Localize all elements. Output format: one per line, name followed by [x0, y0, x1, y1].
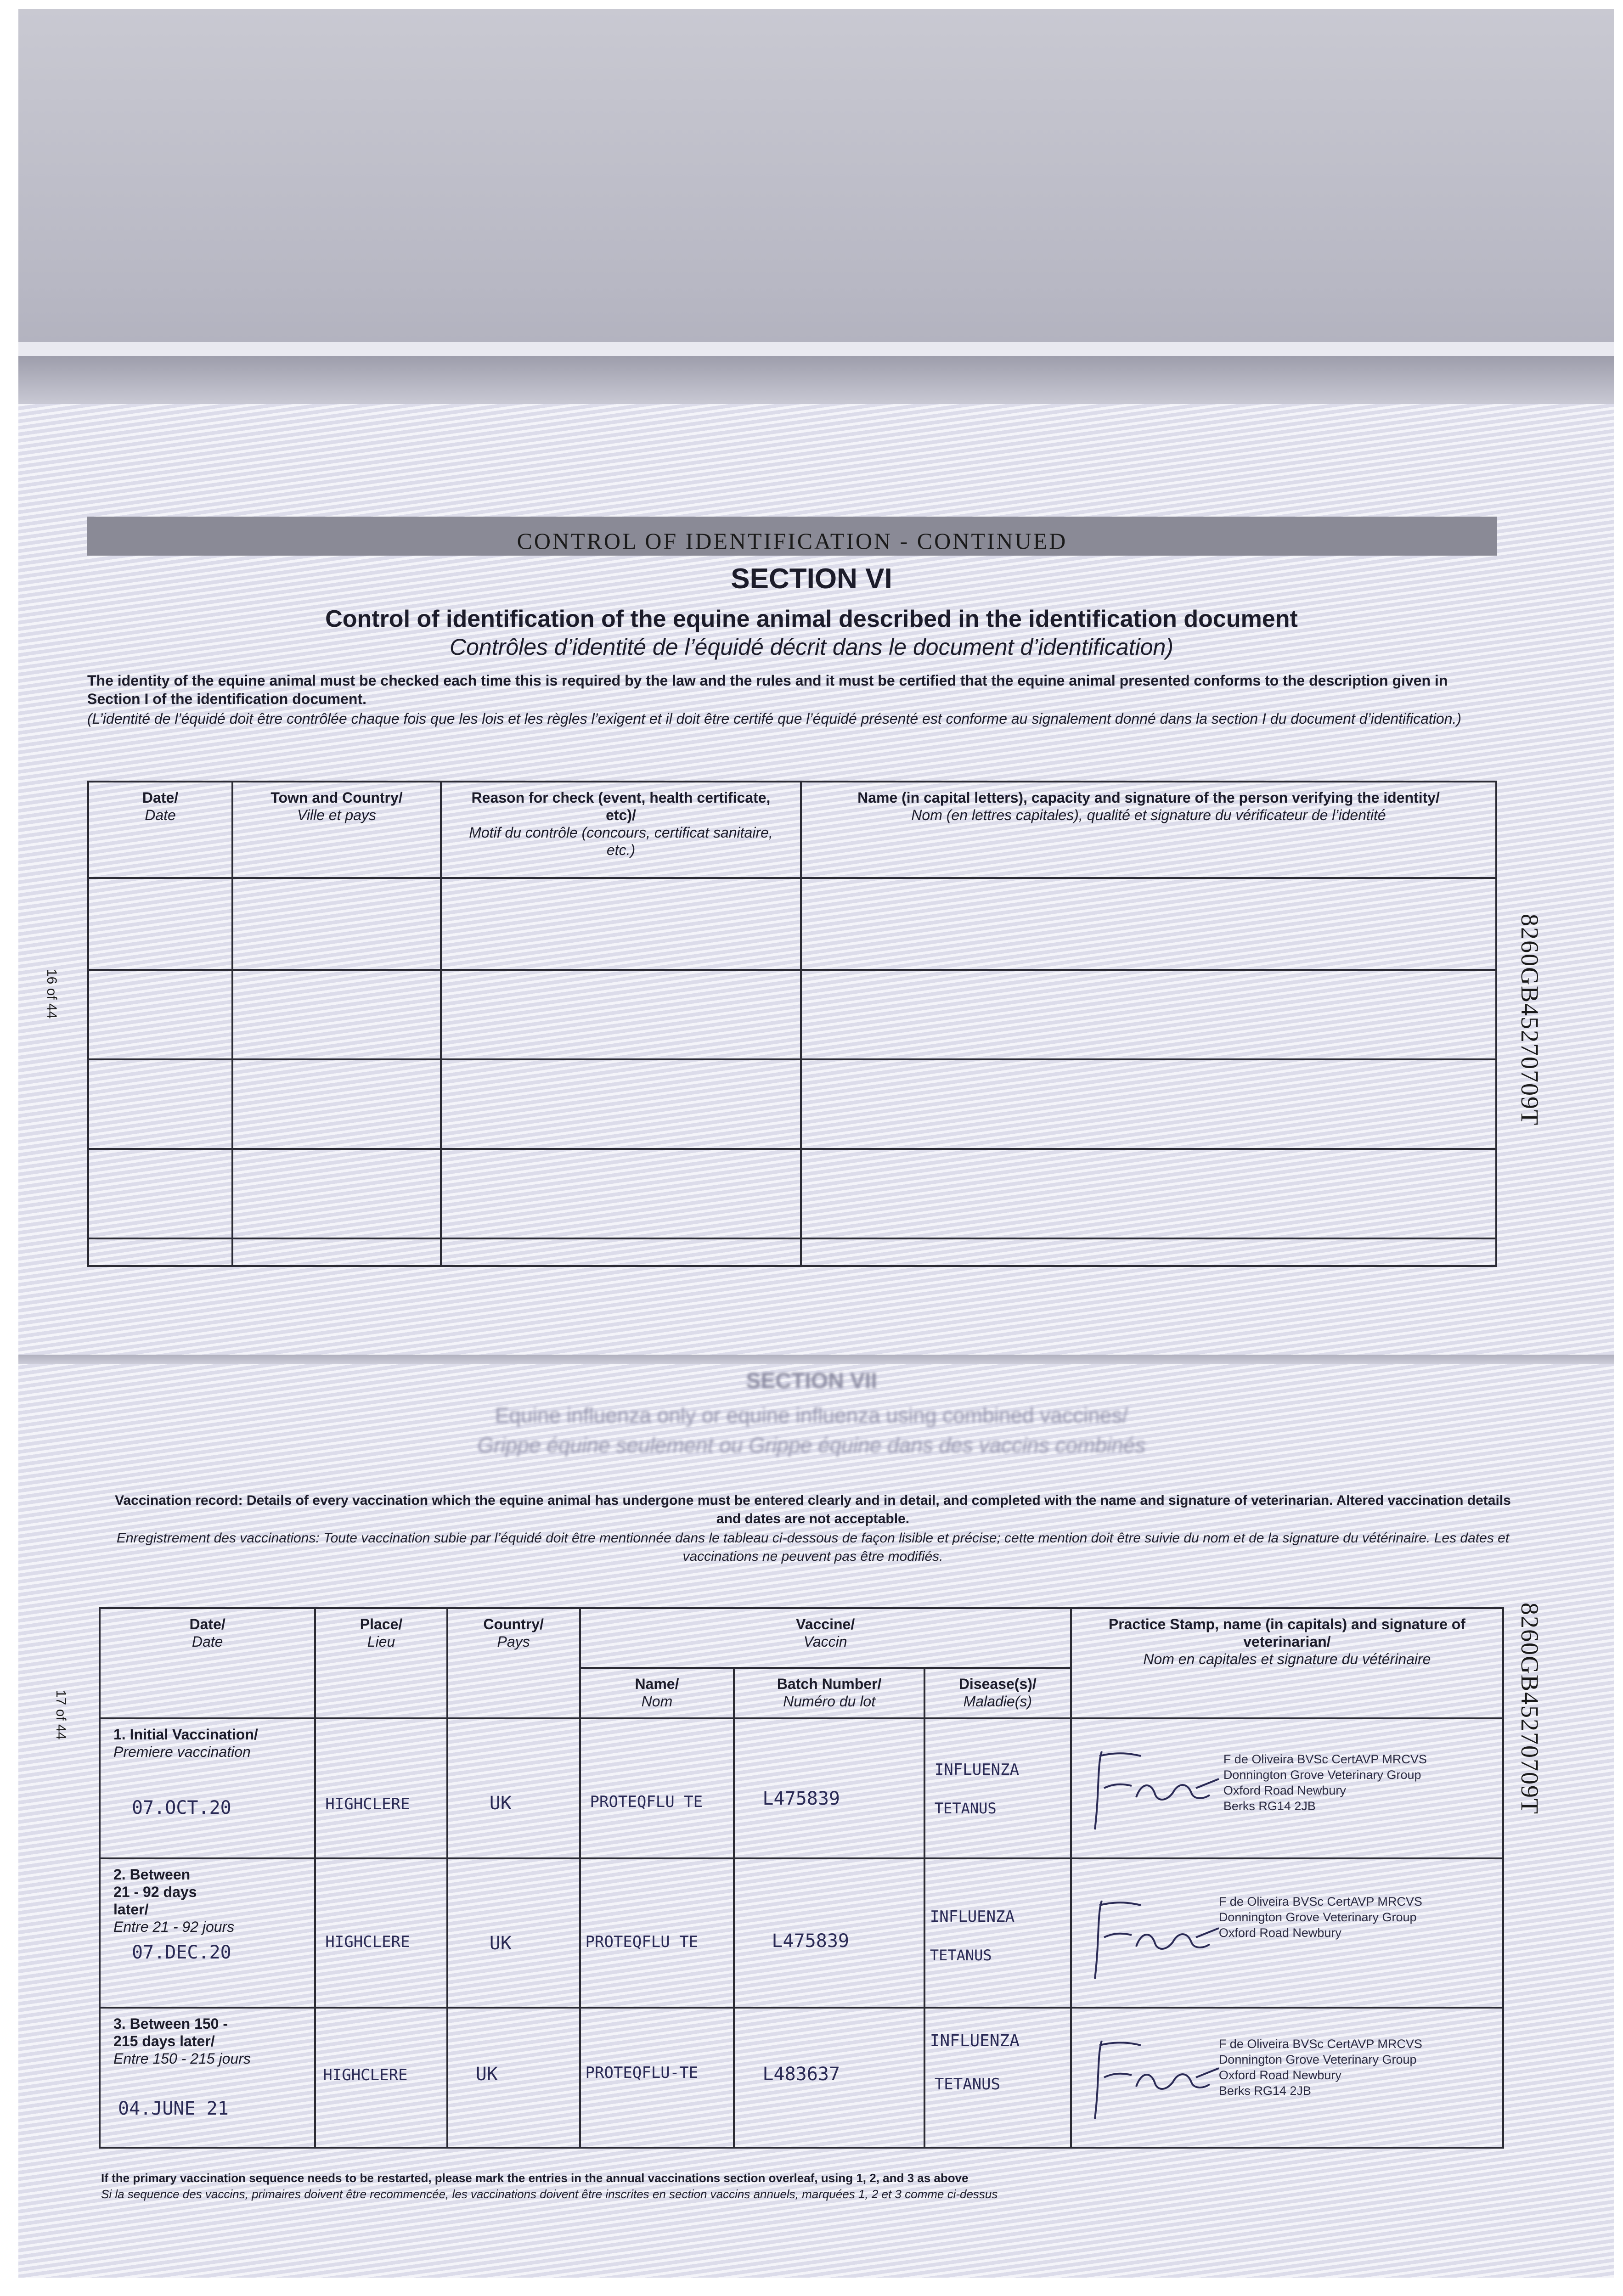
row2-place: HIGHCLERE	[325, 1933, 410, 1951]
row3-date: 04.JUNE 21	[118, 2098, 229, 2119]
row1-country: UK	[489, 1793, 512, 1814]
row2-name-cell	[580, 1858, 734, 2008]
id-number-top: 8260GB45270709T	[1516, 914, 1544, 1126]
row3-country-cell	[447, 2008, 580, 2148]
row3-batch: L483637	[762, 2064, 840, 2085]
vaccination-row-1	[100, 1718, 1503, 1858]
row2-date-cell: 2. Between 21 - 92 days later/ Entre 21 - 92 jours 07.DEC.20	[100, 1858, 315, 2008]
row2-disease-cell	[924, 1858, 1071, 2008]
row1-date: 07.OCT.20	[132, 1797, 231, 1818]
footer-note-en: If the primary vaccination sequence needs to be restarted, please mark the entries in the annual vaccinations section overleaf, using 1, 2, and 3 as above	[101, 2171, 969, 2185]
table-row	[88, 1059, 1496, 1149]
row1-vet-cell	[1071, 1718, 1503, 1858]
row1-vaccine-name: PROTEQFLU TE	[590, 1793, 703, 1811]
table-row	[88, 970, 1496, 1059]
row3-vet-cell	[1071, 2008, 1503, 2148]
row1-name-cell	[580, 1718, 734, 1858]
row2-batch: L475839	[772, 1930, 849, 1952]
page-number-top: 16 of 44	[44, 969, 59, 1019]
instruction-fr: (L’identité de l’équidé doit être contrôlée chaque fois que les lois et les règles l’exigent et il doit être certifé que l’équidé présenté est conforme au signalement donné dans la section I du document d’identification.)	[87, 710, 1462, 727]
row1-disease-1: INFLUENZA	[934, 1761, 1020, 1779]
row3-disease-cell	[924, 2008, 1071, 2148]
col-vet: Practice Stamp, name (in capitals) and signature of veterinarian/ Nom en capitales et signature du vétérinaire	[1071, 1608, 1503, 1718]
signature-icon	[1081, 1887, 1237, 1988]
row1-country-cell	[447, 1718, 580, 1858]
row2-place-cell	[315, 1858, 447, 2008]
section7-heading-en: Equine influenza only or equine influenza using combined vaccines/	[495, 1403, 1128, 1427]
col-verifier: Name (in capital letters), capacity and signature of the person verifying the identity/ Nom (en lettres capitales), qualité et signature du vérificateur de l’identité	[801, 782, 1496, 878]
vet-stamp: F de Oliveira BVSc CertAVP MRCVS Donnington Grove Veterinary Group Oxford Road Newbury Berks RG14 2JB	[1218, 2037, 1422, 2098]
table-row	[88, 1238, 1496, 1266]
vaccination-row-3	[100, 2008, 1503, 2148]
section7-title: SECTION VII	[746, 1369, 877, 1393]
row3-batch-cell	[734, 2008, 924, 2148]
row3-date-cell: 3. Between 150 - 215 days later/ Entre 150 - 215 jours 04.JUNE 21	[100, 2008, 315, 2148]
row2-date: 07.DEC.20	[132, 1942, 231, 1963]
col-vac-disease: Disease(s)/ Maladie(s)	[924, 1668, 1071, 1718]
scanner-edge	[18, 342, 1614, 356]
col-vac-name: Name/ Nom	[580, 1668, 734, 1718]
row1-batch: L475839	[762, 1788, 840, 1809]
row3-country: UK	[475, 2064, 498, 2085]
page-number-bottom: 17 of 44	[53, 1690, 68, 1740]
vaccination-row-2	[100, 1858, 1503, 2008]
instruction-en: The identity of the equine animal must be checked each time this is required by the law and the rules and it must be certified that the equine animal presented conforms to the description given in Section I of the identification document.	[87, 672, 1448, 707]
row2-disease-1: INFLUENZA	[930, 1908, 1015, 1926]
section7-heading-fr: Grippe équine seulement ou Grippe équine dans des vaccins combinés	[477, 1433, 1146, 1457]
vaccination-record-en: Vaccination record: Details of every vaccination which the equine animal has undergone must be entered clearly and in detail, and completed with the name and signature of veterinarian. Altered vaccination details and dates are not acceptable.	[115, 1493, 1511, 1526]
row1-disease-2: TETANUS	[934, 1800, 997, 1817]
signature-icon	[1081, 2027, 1237, 2128]
row3-place-cell	[315, 2008, 447, 2148]
table-row	[88, 878, 1496, 970]
row2-country: UK	[489, 1933, 512, 1954]
control-table	[87, 781, 1497, 1267]
row3-place: HIGHCLERE	[323, 2066, 408, 2084]
id-number-bottom: 8260GB45270709T	[1516, 1603, 1544, 1815]
row3-vaccine-name: PROTEQFLU-TE	[585, 2064, 699, 2082]
col-vac-country: Country/ Pays	[447, 1608, 580, 1718]
heading-en: Control of identification of the equine animal described in the identification document	[325, 606, 1298, 632]
table-row	[88, 1149, 1496, 1238]
scanner-band	[18, 356, 1614, 406]
row2-country-cell	[447, 1858, 580, 2008]
col-vac-place: Place/ Lieu	[315, 1608, 447, 1718]
footer-note-fr: Si la sequence des vaccins, primaires doivent être recommencée, les vaccinations doivent être inscrites en section vaccins annuels, marquées 1, 2 et 3 comme ci-dessus	[101, 2187, 998, 2201]
continued-title: CONTROL OF IDENTIFICATION - CONTINUED	[517, 528, 1068, 554]
row2-vet-cell	[1071, 1858, 1503, 2008]
row1-place-cell	[315, 1718, 447, 1858]
row3-name-cell	[580, 2008, 734, 2148]
vaccination-record-fr: Enregistrement des vaccinations: Toute vaccination subie par l’équidé doit être mentionnée dans le tableau ci-dessous de façon lisible et précise; cette mention doit être suivie du nom et de la signature du vétérinaire. Les dates et vaccinations ne peuvent pas être modifiés.	[116, 1531, 1510, 1564]
row1-place: HIGHCLERE	[325, 1795, 410, 1813]
row3-disease-2: TETANUS	[934, 2075, 1001, 2093]
col-reason: Reason for check (event, health certificate, etc)/ Motif du contrôle (concours, certificat sanitaire, etc.)	[441, 782, 801, 878]
signature-icon	[1081, 1738, 1237, 1839]
scanner-background	[18, 9, 1614, 400]
row3-disease-1: INFLUENZA	[930, 2032, 1020, 2050]
row1-batch-cell	[734, 1718, 924, 1858]
col-vaccine: Vaccine/ Vaccin	[580, 1608, 1071, 1668]
heading-fr: Contrôles d’identité de l’équidé décrit dans le document d’identification)	[450, 634, 1173, 660]
row1-date-cell: 1. Initial Vaccination/ Premiere vaccination 07.OCT.20	[100, 1718, 315, 1858]
vet-stamp: F de Oliveira BVSc CertAVP MRCVS Donnington Grove Veterinary Group Oxford Road Newbury Berks RG14 2JB	[1223, 1752, 1427, 1813]
row1-disease-cell	[924, 1718, 1071, 1858]
col-vac-date: Date/ Date	[100, 1608, 315, 1718]
row2-batch-cell	[734, 1858, 924, 2008]
vet-stamp: F de Oliveira BVSc CertAVP MRCVS Donnington Grove Veterinary Group Oxford Road Newbury	[1218, 1895, 1422, 1940]
col-town-country: Town and Country/ Ville et pays	[232, 782, 441, 878]
row2-disease-2: TETANUS	[930, 1947, 992, 1964]
row2-vaccine-name: PROTEQFLU TE	[585, 1933, 699, 1951]
vaccination-table	[99, 1607, 1504, 2149]
col-vac-batch: Batch Number/ Numéro du lot	[734, 1668, 924, 1718]
continued-title-bar	[87, 517, 1497, 556]
col-date: Date/ Date	[88, 782, 232, 878]
section-title: SECTION VI	[731, 563, 892, 595]
